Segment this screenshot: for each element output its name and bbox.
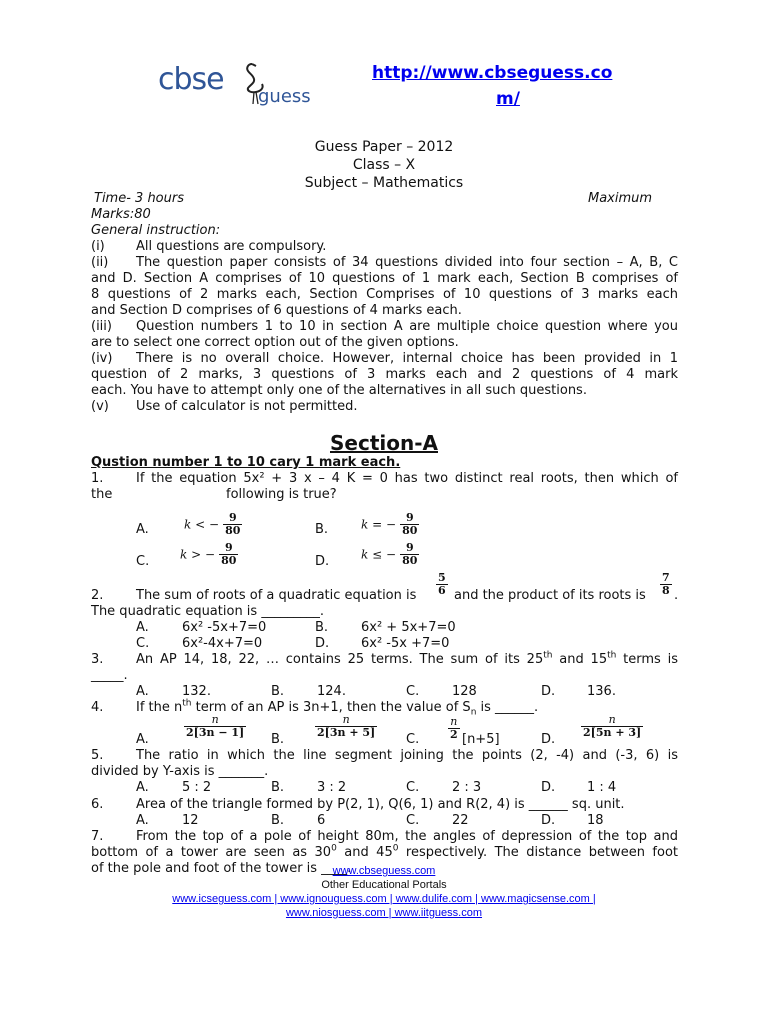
question-number: 4. (91, 700, 104, 715)
option-label: A. (136, 620, 149, 635)
maximum-label: Maximum (588, 191, 653, 206)
fraction (400, 512, 419, 537)
frac-num: 5 (438, 571, 446, 584)
option-label: A. (136, 732, 149, 747)
option-label: D. (541, 684, 556, 699)
question-text: Area of the triangle formed by P(2, 1), Q(6, 1) and R(2, 4) is ______ sq. unit. (136, 797, 625, 812)
option-text: 12 (182, 813, 199, 828)
footer-links-line1[interactable]: www.icseguess.com | www.ignouguess.com | www.dulife.com | www.magicsense.com | (172, 893, 596, 905)
q3-text-a: An AP 14, 18, 22, … contains 25 terms. The sum of its 25 (136, 652, 544, 667)
option-text: 2 : 3 (452, 780, 482, 795)
option-c[interactable] (406, 813, 469, 829)
instruction-num: (ii) (91, 255, 109, 270)
q4-sup: th (182, 698, 192, 709)
question-text: The quadratic equation is _________. (91, 604, 324, 619)
footer-links-line2[interactable]: www.niosguess.com | www.iitguess.com (285, 907, 483, 919)
option-d[interactable] (541, 684, 616, 700)
fraction (223, 512, 242, 537)
option-text: 124. (317, 684, 346, 699)
instruction-line: The question paper consists of 34 questions divided into four section – A, B, C (136, 255, 678, 270)
option-text: 6 (317, 813, 326, 828)
section-title: Section-A (330, 431, 438, 455)
option-a[interactable] (136, 684, 211, 700)
option-a[interactable] (136, 813, 199, 829)
section-subtitle: Qustion number 1 to 10 cary 1 mark each. (91, 455, 401, 470)
frac-num: 9 (219, 542, 238, 555)
q7-text-a: bottom of a tower are seen as 30 (91, 845, 332, 860)
question-number: 7. (91, 829, 104, 844)
time-label: Time- 3 hours (94, 191, 184, 206)
option-text: 5 : 2 (182, 780, 212, 795)
instruction-num: (i) (91, 239, 105, 254)
option-label: D. (541, 732, 556, 747)
q7-text-c: respectively. The distance between foot (398, 845, 679, 860)
logo-cbse: cbse (158, 62, 224, 97)
question-text: The ratio in which the line segment joining the points (2, -4) and (-3, 6) is (136, 748, 678, 763)
q4-text-c: is ______. (476, 700, 539, 715)
fraction (219, 542, 238, 567)
option-d[interactable] (315, 636, 450, 652)
option-label: D. (315, 554, 330, 569)
fraction (315, 714, 377, 739)
frac-num: n (184, 714, 246, 727)
option-label: C. (406, 732, 420, 747)
question-number: 3. (91, 652, 104, 667)
header-url[interactable] (372, 60, 612, 112)
frac-den: 80 (221, 554, 237, 567)
option-label: D. (315, 636, 330, 651)
frac-den: 80 (402, 554, 418, 567)
question-text: . (674, 588, 679, 603)
general-instruction-label: General instruction: (91, 223, 221, 238)
logo-guess: guess (258, 86, 311, 107)
question-text (136, 652, 678, 668)
instruction-line: are to select one correct option out of the given options. (91, 335, 459, 350)
instruction-num: (iii) (91, 319, 112, 334)
option-text: 22 (452, 813, 469, 828)
question-text: of the pole and foot of the tower is ____. (91, 861, 352, 876)
question-text: and the product of its roots is (454, 588, 646, 603)
option-label: D. (541, 813, 556, 828)
option-text: 6x²-4x+7=0 (182, 636, 263, 651)
instruction-line: All questions are compulsory. (136, 239, 327, 254)
option-label: A. (136, 813, 149, 828)
option-label: C. (406, 780, 420, 795)
question-text: If the equation 5x² + 3 x – 4 K = 0 has two distinct real roots, then which of (136, 471, 678, 486)
option-a[interactable] (136, 780, 212, 796)
option-math (361, 512, 419, 537)
option-text: 6x² + 5x+7=0 (361, 620, 456, 635)
footer-portals-label: Other Educational Portals (321, 879, 447, 891)
question-text (91, 845, 678, 861)
option-b[interactable] (271, 780, 347, 796)
option-label: C. (406, 813, 420, 828)
option-c[interactable] (406, 684, 477, 700)
fraction (184, 714, 246, 739)
instruction-line: 8 questions of 2 marks each, Section Comprises of 10 questions of 3 marks each (91, 287, 678, 302)
option-text: 6x² -5x +7=0 (361, 636, 450, 651)
option-label: A. (136, 780, 149, 795)
question-text: following is true? (226, 487, 337, 502)
frac-num: 9 (223, 512, 242, 525)
frac-den: 6 (438, 584, 446, 597)
option-label: D. (541, 780, 556, 795)
option-text: 3 : 2 (317, 780, 347, 795)
paper-subject: Subject – Mathematics (304, 175, 464, 191)
frac-num: 9 (400, 512, 419, 525)
fraction (448, 716, 460, 741)
q4-text-b: term of an AP is 3n+1, then the value of S (191, 700, 471, 715)
q4-text-a: If the n (136, 700, 183, 715)
option-text: 1 : 4 (587, 780, 617, 795)
option-label: B. (315, 620, 329, 635)
q7-text-b: and 45 (336, 845, 393, 860)
frac-den: 2[3n + 5] (317, 726, 376, 739)
option-text: [n+5] (462, 732, 500, 747)
math-lhs: k < − (184, 517, 220, 532)
question-number: 1. (91, 471, 104, 486)
instruction-num: (v) (91, 399, 109, 414)
question-text: divided by Y-axis is _______. (91, 764, 269, 779)
question-number: 6. (91, 797, 104, 812)
logo (158, 60, 318, 112)
q3-sup1: th (543, 650, 553, 661)
option-label: B. (271, 813, 285, 828)
footer (0, 864, 768, 920)
instruction-line: Question numbers 1 to 10 in section A are multiple choice question where you (136, 319, 678, 334)
frac-num: n (581, 714, 643, 727)
math-lhs: k > − (180, 547, 216, 562)
question-number: 5. (91, 748, 104, 763)
math-lhs: k = − (361, 517, 397, 532)
question-text: _____. (91, 668, 128, 683)
header-url-line2[interactable]: m/ (496, 89, 520, 109)
question-text: The sum of roots of a quadratic equation is (136, 588, 417, 603)
option-label: C. (406, 684, 420, 699)
q7-sup1: 0 (331, 843, 337, 854)
option-b[interactable] (271, 684, 346, 700)
question-text: From the top of a pole of height 80m, the angles of depression of the top and (136, 829, 678, 844)
frac-den: 2 (450, 728, 458, 741)
option-text: 6x² -5x+7=0 (182, 620, 267, 635)
fraction (581, 714, 643, 739)
q4-sub: n (470, 707, 477, 718)
instruction-num: (iv) (91, 351, 113, 366)
option-label: B. (271, 684, 285, 699)
option-text: 136. (587, 684, 616, 699)
instruction-line: There is no overall choice. However, internal choice has been provided in 1 (136, 351, 678, 366)
frac-den: 2[5n + 3] (583, 726, 642, 739)
frac-den: 80 (402, 524, 418, 537)
question-number: 2. (91, 588, 104, 603)
math-lhs: k ≤ − (361, 547, 397, 562)
option-text: 132. (182, 684, 211, 699)
option-b[interactable] (271, 813, 326, 829)
frac-num: 9 (400, 542, 419, 555)
frac-num: n (315, 714, 377, 727)
option-text: 18 (587, 813, 604, 828)
footer-site-link[interactable]: www.cbseguess.com (332, 865, 436, 877)
paper-class: Class – X (352, 157, 416, 173)
option-label: C. (136, 554, 150, 569)
fraction (400, 542, 419, 567)
option-d[interactable] (541, 813, 604, 829)
q3-text-c: terms is (616, 652, 679, 667)
instruction-line: Use of calculator is not permitted. (136, 399, 358, 414)
frac-num: n (448, 716, 460, 729)
instruction-line: question of 2 marks, 3 questions of 3 marks each and 2 questions of 4 mark (91, 367, 678, 382)
option-label: A. (136, 522, 149, 537)
frac-den: 80 (225, 524, 241, 537)
option-a[interactable] (136, 620, 267, 636)
instruction-line: and Section D comprises of 6 questions of 4 marks each. (91, 303, 462, 318)
option-math (361, 542, 419, 567)
option-label: A. (136, 684, 149, 699)
frac-num: 7 (662, 571, 670, 584)
option-label: C. (136, 636, 150, 651)
frac-den: 8 (662, 584, 670, 597)
option-b[interactable] (315, 620, 456, 636)
fraction (660, 572, 672, 597)
option-label: B. (271, 780, 285, 795)
question-text: the (91, 487, 113, 502)
q7-sup2: 0 (392, 843, 399, 854)
option-label: B. (271, 732, 285, 747)
option-math (180, 542, 238, 567)
header-url-line1[interactable]: http://www.cbseguess.co (372, 63, 613, 83)
instruction-line: each. You have to attempt only one of the alternatives in all such questions. (91, 383, 587, 398)
option-d[interactable] (541, 780, 617, 796)
q3-sup2: th (607, 650, 617, 661)
fraction (436, 572, 448, 597)
option-text: 128 (452, 684, 477, 699)
option-label: B. (315, 522, 329, 537)
option-c[interactable] (136, 636, 263, 652)
instruction-line: and D. Section A comprises of 10 questions of 1 mark each, Section B comprises of (91, 271, 678, 286)
option-c[interactable] (406, 780, 482, 796)
paper-title: Guess Paper – 2012 (314, 139, 454, 155)
marks-label: Marks:80 (91, 207, 151, 222)
frac-den: 2[3n − 1] (186, 726, 245, 739)
option-math (184, 512, 242, 537)
q3-text-b: and 15 (552, 652, 608, 667)
